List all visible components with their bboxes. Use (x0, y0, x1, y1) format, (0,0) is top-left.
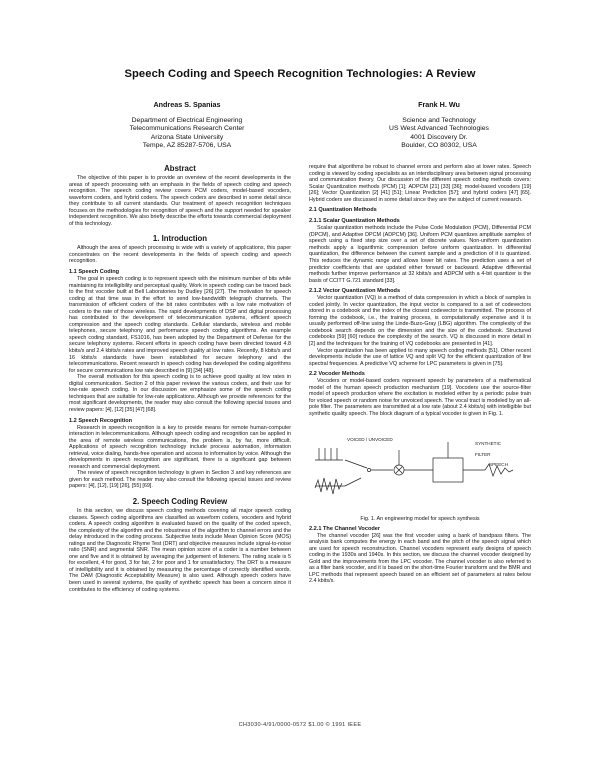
left-column (69, 164, 291, 593)
author-affiliation-line: US West Advanced Technologies (389, 125, 489, 133)
author-affiliation-line: Department of Electrical Engineering (131, 116, 243, 124)
figure-label: FILTER (475, 451, 491, 457)
switch-arm (345, 460, 367, 468)
author-block-2 (344, 101, 534, 151)
switch-pivot (367, 468, 370, 471)
paragraph: Scalar quantization methods include the Pulse Code Modulation (PCM), Differential PCM (DPCM), and Adaptive DPCM (ADPCM) [36]. Uniform PCM quantizes amplitude samples of speech using a fixed step size over a set of discrete values. Non-uniform quantization methods apply a logarithmic compression before uniform quantization. In differential quantization, the difference between the current sample and a prediction of it is quantized. This reduces the dynamic range and allows lower bit rates. The prediction uses a set of predictor coefficients that are updated either forward or backward. Adaptive differential methods further improve performance at 32 kbits/s and ADPCM with a 4-bit quantizer is the basis of CCITT G.721 standard [33]. (309, 225, 531, 284)
paragraph: The goal in speech coding is to represent speech with the minimum number of bits while maintaining its intelligibility and perceptual quality. Work in speech coding can be traced back to the first vocoder built at Bell Laboratories by Dudley [26] [27]. The motivation for speech coding at that time was in the effort to send low-bandwidth telegraph channels. The transmission of efficient coders of the bit rates contributes with a low rate motivation of coders to the rate of those wireless. The rapid developments of DSP and digital processing has contributed to the development of telecommunication systems, efficient speech compression and the speech coding standards. Cellular standards, wireless and mobile telephones, secure telephony and performance speech coding algorithms. An example speech coding standard, FS1016, has been adopted by the Department of Defense for the secure telephony systems. Recent efforts in speech coding have been directed toward 4.8 kbits/s and 2.4 kbits/s rates and improved speech quality at low rates. Recently, 8 kbits/s and 16 kbits/s standards have been established for secure telephony and the telecommunications. Recent research in speech coding has developed the coding algorithms for secure communications low rate described in [9] [34] [48]. (69, 276, 291, 374)
right-column (309, 164, 531, 585)
paragraph: The overall motivation for this speech coding is to achieve good quality at low rates in digital communication. Section 2 of this paper reviews the various coders, and their use for low-rate speech coding. In our discussion we emphasize some of the speech coding techniques that are suitable for low-rate applications. Although we provide references for the most significant developments, the reader may also consult the following special issues and review papers: [4], [12] [35] [47] [68]. (69, 374, 291, 413)
paper-title: Speech Coding and Speech Recognition Technologies: A Review (124, 68, 476, 80)
paragraph: Although the area of speech processing is wide with a variety of applications, this paper concentrates on the recent developments in the fields of speech coding and speech recognition. (69, 245, 291, 265)
paragraph: Vector quantization has been applied to many speech coding methods [51]. Other recent developments include the use of lattice VQ and split VQ for the efficient quantization of line spectral frequencies. A predictive VQ scheme for LPC parameters is given in [75]. (309, 347, 531, 367)
subsection-heading: 2.2 Vocoder Methods (309, 371, 365, 378)
author-name: Frank H. Wu (418, 100, 460, 109)
section-heading-speech-coding-review: 2. Speech Coding Review (132, 496, 228, 506)
abstract-text: The objective of this paper is to provide an overview of the recent developments in the areas of speech processing with an emphasis in the fields of speech coding and speech recognition. The speech coding review covers PCM coders, model-based vocoders, waveform coders, and hybrid coders. The speech coders are described in some detail since they contribute to all current standards. Our treatment of speech recognition techniques focuses on the methodologies for recognition of speech and the support needed for speaker independent recognition. We also briefly describe the efforts towards commercial deployment of this technology. (69, 175, 291, 227)
author-affiliation-line: Arizona State University (150, 133, 224, 141)
abstract-heading: Abstract (164, 164, 196, 173)
paragraph: Research in speech recognition is a key to provide means for remote human-computer interaction in telecommunications. Although speech coding and recognition can be applied in the area of remote wireless communications, the problem is, by far, more difficult. Applications of speech recognition technology include process automation, information retrieval, voice dialing, hands-free operation and access to information by voice. Although the developments in speech recognition are significant, there is a significant gap between research and commercial deployment. (69, 424, 291, 470)
section-heading-introduction: 1. Introduction (152, 234, 208, 244)
subsection-heading: 1.1 Speech Coding (69, 269, 120, 276)
paragraph: The review of speech recognition technology is given in Section 3 and key references are given for each method. The reader may also consult the following special issues and review papers: [4], [12], [19] [26], [55] [69]. (69, 470, 291, 490)
subsection-heading: 2.1.2 Vector Quantization Methods (309, 288, 401, 295)
subsection-heading: 1.2 Speech Recognition (69, 417, 133, 424)
author-name: Andreas S. Spanias (153, 100, 221, 109)
paragraph: The channel vocoder [26] was the first vocoder using a bank of bandpass filters. The analysis bank computes the energy in each band and the pitch of the speech signal which are used for speech reconstruction. Channel vocoders represent early designs of speech coding in the 1930s and 1940s. In this section, we discuss the channel vocoder designed by Gold and the improvements from the LPC vocoder. The channel vocoder is also referred to as a filter bank vocoder, and it is based on the short-time Fourier transform and the BMR and LPC methods that represent speech based on an efficient set of parameters at rates below 2.4 kbits/s. (309, 532, 531, 585)
switch-contact (345, 478, 361, 486)
figure-label: VOICED / UNVOICED (347, 436, 393, 442)
subsection-heading: 2.1.1 Scalar Quantization Methods (309, 218, 400, 225)
author-affiliation-line: Tempe, AZ 85287-5706, USA (142, 142, 232, 150)
paragraph: Vector quantization (VQ) is a method of data compression in which a block of samples is coded jointly. In vector quantization, the input vector is compared to a set of codevectors stored in a codebook and the index of the closest codevector is transmitted. The process of forming the codebook, i.e., the training process, is computationally expensive and it is usually performed off-line using the Linde-Buzo-Gray (LBG) algorithm. The complexity of the codebook search depends on the dimension and the size of the codebook. Structured codebooks [59] [60] reduce the complexity of the search. VQ is discussed in more detail in [2] and the techniques for the training of VQ codebooks are presented in [41]. (309, 295, 531, 348)
page-footer: CH3030-4/91/0000-0572 $1.00 © 1991 IEEE (238, 722, 362, 728)
vocoder-diagram (309, 420, 531, 516)
figure-label: SYNTHETIC (475, 440, 502, 446)
figure-label: SPEECH (489, 461, 508, 467)
filter-block (433, 458, 463, 482)
author-affiliation-line: Telecommunications Research Center (129, 125, 245, 133)
figure-caption: Fig. 1. An engineering model for speech synthesis (360, 515, 480, 522)
paragraph: require that algorithms be robust to channel errors and perform also at lower rates. Speech coding is viewed by coding specialists as an interdisciplinary area between signal processing and communication theory. Our discussion of the different speech coding methods covers: Scalar Quantization methods (PCM) [1]; ADPCM [21] [33] [36]; model-based vocoders [19] [26]; Vector Quantization [2] [41] [51]; Linear Prediction [57]; and hybrid coders [47] [65]. Hybrid coders are discussed in some detail since they are the subject of current research. (309, 164, 531, 203)
paragraph: In this section, we discuss speech coding methods covering all major speech coding classes. Speech coding algorithms are classified as waveform coders, vocoders and hybrid coders. A speech coding algorithm is evaluated based on the quality of the coded speech, the complexity of the algorithm and the robustness of the algorithm to channel errors and the delay introduced in the coding process. Subjective tests include Mean Opinion Score (MOS) ratings and the Diagnostic Rhyme Test (DRT) and objective measures include signal-to-noise ratio (SNR) and segmental SNR. The mean opinion score of a coder is a number between one and five and it is obtained by averaging the judgement of listeners. The rating scale is 5 for excellent, 4 for good, 3 for fair, 2 for poor and 1 for unsatisfactory. The DRT is a measure of intelligibility and it is obtained by measuring the percentage of correctly identified words. The DAM (Diagnostic Acceptability Measure) is also used. Although speech coders have been used in several systems, the quality of synthetic speech has been a concern since it contributes to the efficiency of coding systems. (69, 507, 291, 593)
author-affiliation-line: Science and Technology (402, 116, 476, 124)
author-block-1 (82, 101, 292, 151)
figure-1 (309, 420, 531, 526)
subsection-heading: 2.2.1 The Channel Vocoder (309, 525, 381, 532)
author-affiliation-line: 4001 Discovery Dr. (410, 133, 468, 141)
paragraph: Vocoders or model-based coders represent speech by parameters of a mathematical model of the human speech production mechanism [19]. Vocoders use the source-filter model of speech production where the excitation is modeled either by a periodic pulse train for voiced speech or random noise for unvoiced speech. The vocal tract is modeled by an all-pole filter. The parameters are transmitted at a low rate (about 2.4 kbits/s) with intelligible but synthetic quality speech. The block diagram of a typical vocoder is given in Fig. 1. (309, 378, 531, 417)
subsection-heading: 2.1 Quantization Methods (309, 207, 377, 214)
author-affiliation-line: Boulder, CO 80302, USA (401, 142, 477, 150)
